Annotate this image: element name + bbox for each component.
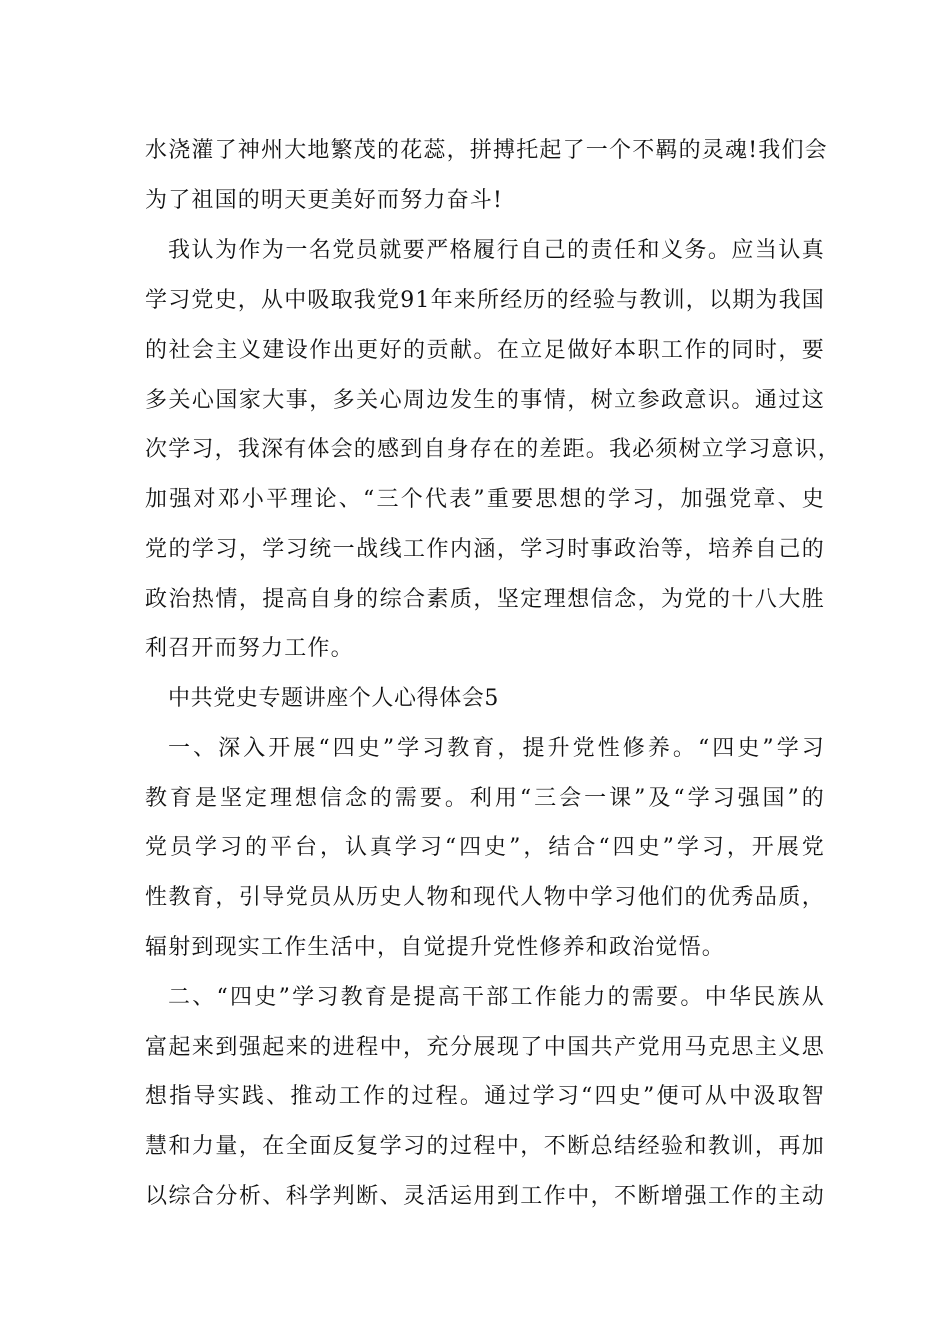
section-heading: 中共党史专题讲座个人心得体会5 xyxy=(168,686,499,711)
text-line: 富起来到强起来的进程中，充分展现了中国共产党用马克思主义思 xyxy=(145,1035,825,1060)
text-line: 多关心国家大事，多关心周边发生的事情，树立参政意识。通过这 xyxy=(145,388,825,413)
text-line: 党员学习的平台，认真学习“四史”，结合“四史”学习，开展党 xyxy=(145,835,825,860)
text-line: 次学习，我深有体会的感到自身存在的差距。我必须树立学习意识， xyxy=(145,437,842,462)
paragraph-first-line: 二、“四史”学习教育是提高干部工作能力的需要。中华民族从 xyxy=(168,985,825,1010)
text-line: 慧和力量，在全面反复学习的过程中，不断总结经验和教训，再加 xyxy=(145,1134,825,1159)
text-line: 利召开而努力工作。 xyxy=(145,636,354,661)
text-line: 为了祖国的明天更美好而努力奋斗! xyxy=(145,188,504,213)
paragraph-first-line: 一、深入开展“四史”学习教育，提升党性修养。“四史”学习 xyxy=(168,736,825,761)
text-line: 政治热情，提高自身的综合素质，坚定理想信念，为党的十八大胜 xyxy=(145,587,825,612)
text-line: 加强对邓小平理论、“三个代表”重要思想的学习，加强党章、史 xyxy=(145,487,825,512)
text-line: 的社会主义建设作出更好的贡献。在立足做好本职工作的同时，要 xyxy=(145,338,825,363)
text-line: 以综合分析、科学判断、灵活运用到工作中，不断增强工作的主动 xyxy=(145,1184,825,1209)
text-line: 辐射到现实工作生活中，自觉提升党性修养和政治觉悟。 xyxy=(145,935,726,960)
text-line: 学习党史，从中吸取我党91年来所经历的经验与教训，以期为我国 xyxy=(145,288,825,313)
text-line: 党的学习，学习统一战线工作内涵，学习时事政治等，培养自己的 xyxy=(145,537,825,562)
text-line: 想指导实践、推动工作的过程。通过学习“四史”便可从中汲取智 xyxy=(145,1084,825,1109)
paragraph-first-line: 我认为作为一名党员就要严格履行自己的责任和义务。应当认真 xyxy=(168,238,825,263)
text-line: 水浇灌了神州大地繁茂的花蕊，拼搏托起了一个不羁的灵魂!我们会 xyxy=(145,138,828,163)
text-line: 性教育，引导党员从历史人物和现代人物中学习他们的优秀品质， xyxy=(145,885,825,910)
text-line: 教育是坚定理想信念的需要。利用“三会一课”及“学习强国”的 xyxy=(145,786,825,811)
